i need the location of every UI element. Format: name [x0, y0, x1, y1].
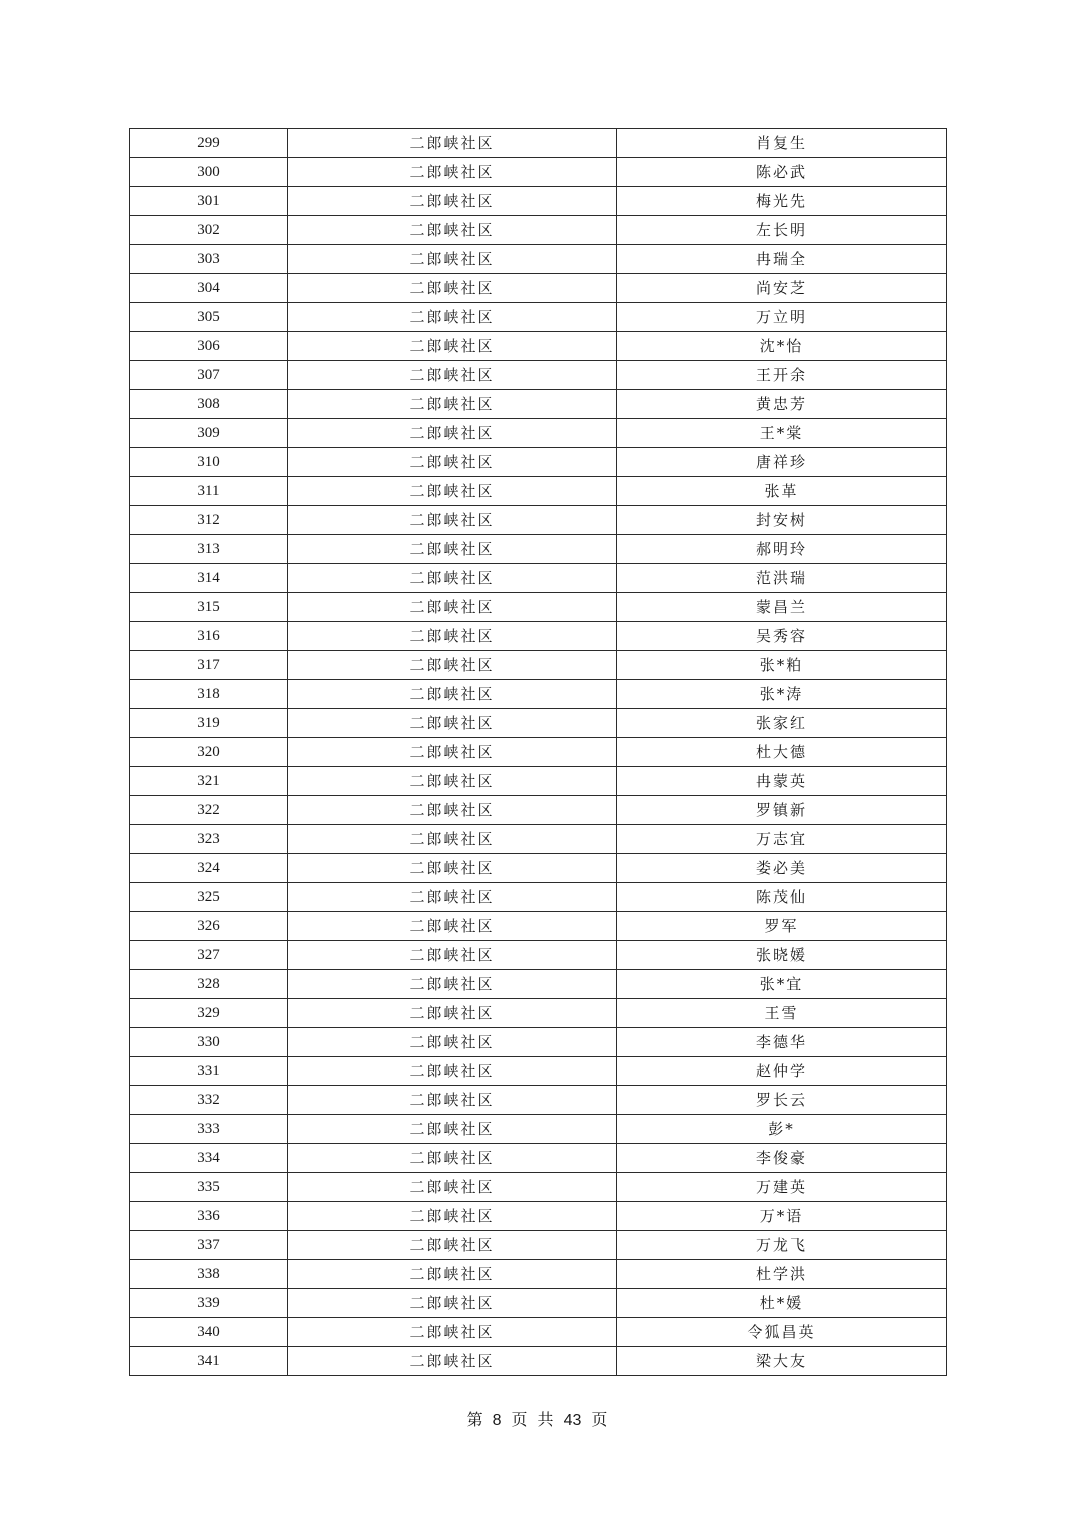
table-row — [130, 245, 947, 274]
row-number-cell: 300 — [130, 158, 288, 187]
community-cell: 二郎峡社区 — [288, 332, 617, 361]
table-row — [130, 767, 947, 796]
row-number-cell: 340 — [130, 1318, 288, 1347]
community-cell: 二郎峡社区 — [288, 564, 617, 593]
table-row — [130, 564, 947, 593]
community-cell: 二郎峡社区 — [288, 535, 617, 564]
footer-total-prefix: 共 — [537, 1410, 554, 1429]
community-cell: 二郎峡社区 — [288, 216, 617, 245]
row-number-cell: 341 — [130, 1347, 288, 1376]
community-cell: 二郎峡社区 — [288, 129, 617, 158]
table-row — [130, 332, 947, 361]
table-row — [130, 1115, 947, 1144]
row-number-cell: 331 — [130, 1057, 288, 1086]
person-name-cell: 彭* — [617, 1115, 947, 1144]
community-cell: 二郎峡社区 — [288, 1260, 617, 1289]
row-number-cell: 319 — [130, 709, 288, 738]
row-number-cell: 321 — [130, 767, 288, 796]
person-name-cell: 郝明玲 — [617, 535, 947, 564]
table-row — [130, 390, 947, 419]
person-name-cell: 陈必武 — [617, 158, 947, 187]
community-cell: 二郎峡社区 — [288, 1173, 617, 1202]
table-row — [130, 941, 947, 970]
table-row — [130, 680, 947, 709]
community-cell: 二郎峡社区 — [288, 1318, 617, 1347]
person-name-cell: 黄忠芳 — [617, 390, 947, 419]
person-name-cell: 杜学洪 — [617, 1260, 947, 1289]
person-name-cell: 李俊豪 — [617, 1144, 947, 1173]
person-name-cell: 梁大友 — [617, 1347, 947, 1376]
person-name-cell: 王开余 — [617, 361, 947, 390]
table-row — [130, 651, 947, 680]
community-cell: 二郎峡社区 — [288, 1086, 617, 1115]
row-number-cell: 333 — [130, 1115, 288, 1144]
table-row — [130, 506, 947, 535]
table-row — [130, 303, 947, 332]
community-cell: 二郎峡社区 — [288, 1115, 617, 1144]
row-number-cell: 306 — [130, 332, 288, 361]
person-name-cell: 王*棠 — [617, 419, 947, 448]
table-row — [130, 361, 947, 390]
community-cell: 二郎峡社区 — [288, 1231, 617, 1260]
table-row — [130, 535, 947, 564]
row-number-cell: 312 — [130, 506, 288, 535]
row-number-cell: 309 — [130, 419, 288, 448]
row-number-cell: 315 — [130, 593, 288, 622]
person-name-cell: 张晓媛 — [617, 941, 947, 970]
community-cell: 二郎峡社区 — [288, 825, 617, 854]
row-number-cell: 325 — [130, 883, 288, 912]
community-cell: 二郎峡社区 — [288, 361, 617, 390]
community-cell: 二郎峡社区 — [288, 187, 617, 216]
table-row — [130, 912, 947, 941]
row-number-cell: 303 — [130, 245, 288, 274]
footer-page-prefix: 第 — [466, 1410, 483, 1429]
row-number-cell: 310 — [130, 448, 288, 477]
community-cell: 二郎峡社区 — [288, 390, 617, 419]
table-row — [130, 1260, 947, 1289]
table-row — [130, 1086, 947, 1115]
community-cell: 二郎峡社区 — [288, 303, 617, 332]
person-name-cell: 唐祥珍 — [617, 448, 947, 477]
person-name-cell: 吴秀容 — [617, 622, 947, 651]
row-number-cell: 328 — [130, 970, 288, 999]
person-name-cell: 李德华 — [617, 1028, 947, 1057]
row-number-cell: 336 — [130, 1202, 288, 1231]
table-row — [130, 1231, 947, 1260]
community-cell: 二郎峡社区 — [288, 274, 617, 303]
row-number-cell: 305 — [130, 303, 288, 332]
table-row — [130, 1202, 947, 1231]
row-number-cell: 326 — [130, 912, 288, 941]
row-number-cell: 314 — [130, 564, 288, 593]
person-name-cell: 张*涛 — [617, 680, 947, 709]
table-row — [130, 622, 947, 651]
person-name-cell: 娄必美 — [617, 854, 947, 883]
person-name-cell: 王雪 — [617, 999, 947, 1028]
community-cell: 二郎峡社区 — [288, 158, 617, 187]
table-row — [130, 1028, 947, 1057]
community-cell: 二郎峡社区 — [288, 1028, 617, 1057]
roster-table — [129, 128, 947, 1376]
person-name-cell: 罗长云 — [617, 1086, 947, 1115]
table-row — [130, 419, 947, 448]
community-cell: 二郎峡社区 — [288, 680, 617, 709]
table-row — [130, 158, 947, 187]
community-cell: 二郎峡社区 — [288, 1144, 617, 1173]
community-cell: 二郎峡社区 — [288, 767, 617, 796]
person-name-cell: 杜*媛 — [617, 1289, 947, 1318]
person-name-cell: 封安树 — [617, 506, 947, 535]
footer-page-word: 页 — [511, 1410, 528, 1429]
row-number-cell: 327 — [130, 941, 288, 970]
row-number-cell: 337 — [130, 1231, 288, 1260]
community-cell: 二郎峡社区 — [288, 419, 617, 448]
community-cell: 二郎峡社区 — [288, 622, 617, 651]
table-row — [130, 448, 947, 477]
community-cell: 二郎峡社区 — [288, 999, 617, 1028]
person-name-cell: 罗镇新 — [617, 796, 947, 825]
person-name-cell: 陈茂仙 — [617, 883, 947, 912]
table-row — [130, 1173, 947, 1202]
footer-total-pages: 43 — [563, 1412, 582, 1429]
table-row — [130, 970, 947, 999]
page-footer — [0, 1408, 1074, 1433]
community-cell: 二郎峡社区 — [288, 1347, 617, 1376]
table-row — [130, 999, 947, 1028]
community-cell: 二郎峡社区 — [288, 1057, 617, 1086]
person-name-cell: 左长明 — [617, 216, 947, 245]
row-number-cell: 335 — [130, 1173, 288, 1202]
table-row — [130, 274, 947, 303]
row-number-cell: 317 — [130, 651, 288, 680]
row-number-cell: 316 — [130, 622, 288, 651]
row-number-cell: 299 — [130, 129, 288, 158]
community-cell: 二郎峡社区 — [288, 245, 617, 274]
table-row — [130, 825, 947, 854]
person-name-cell: 张家红 — [617, 709, 947, 738]
person-name-cell: 尚安芝 — [617, 274, 947, 303]
table-row — [130, 216, 947, 245]
row-number-cell: 301 — [130, 187, 288, 216]
row-number-cell: 330 — [130, 1028, 288, 1057]
person-name-cell: 张*宜 — [617, 970, 947, 999]
person-name-cell: 肖复生 — [617, 129, 947, 158]
person-name-cell: 张革 — [617, 477, 947, 506]
row-number-cell: 332 — [130, 1086, 288, 1115]
table-row — [130, 1318, 947, 1347]
community-cell: 二郎峡社区 — [288, 970, 617, 999]
row-number-cell: 302 — [130, 216, 288, 245]
person-name-cell: 罗军 — [617, 912, 947, 941]
row-number-cell: 324 — [130, 854, 288, 883]
table-row — [130, 854, 947, 883]
row-number-cell: 323 — [130, 825, 288, 854]
person-name-cell: 万*语 — [617, 1202, 947, 1231]
table-row — [130, 1289, 947, 1318]
table-row — [130, 187, 947, 216]
footer-current-page: 8 — [492, 1412, 502, 1429]
person-name-cell: 令狐昌英 — [617, 1318, 947, 1347]
community-cell: 二郎峡社区 — [288, 448, 617, 477]
table-row — [130, 1347, 947, 1376]
person-name-cell: 赵仲学 — [617, 1057, 947, 1086]
community-cell: 二郎峡社区 — [288, 1289, 617, 1318]
row-number-cell: 311 — [130, 477, 288, 506]
community-cell: 二郎峡社区 — [288, 912, 617, 941]
community-cell: 二郎峡社区 — [288, 709, 617, 738]
person-name-cell: 沈*怡 — [617, 332, 947, 361]
row-number-cell: 322 — [130, 796, 288, 825]
row-number-cell: 304 — [130, 274, 288, 303]
person-name-cell: 冉瑞全 — [617, 245, 947, 274]
community-cell: 二郎峡社区 — [288, 854, 617, 883]
row-number-cell: 318 — [130, 680, 288, 709]
row-number-cell: 313 — [130, 535, 288, 564]
row-number-cell: 339 — [130, 1289, 288, 1318]
community-cell: 二郎峡社区 — [288, 738, 617, 767]
row-number-cell: 329 — [130, 999, 288, 1028]
table-row — [130, 593, 947, 622]
person-name-cell: 万志宜 — [617, 825, 947, 854]
table-row — [130, 883, 947, 912]
community-cell: 二郎峡社区 — [288, 506, 617, 535]
row-number-cell: 338 — [130, 1260, 288, 1289]
table-row — [130, 1144, 947, 1173]
person-name-cell: 杜大德 — [617, 738, 947, 767]
person-name-cell: 蒙昌兰 — [617, 593, 947, 622]
community-cell: 二郎峡社区 — [288, 477, 617, 506]
community-cell: 二郎峡社区 — [288, 941, 617, 970]
row-number-cell: 334 — [130, 1144, 288, 1173]
person-name-cell: 万龙飞 — [617, 1231, 947, 1260]
table-row — [130, 1057, 947, 1086]
person-name-cell: 梅光先 — [617, 187, 947, 216]
community-cell: 二郎峡社区 — [288, 796, 617, 825]
table-row — [130, 477, 947, 506]
table-row — [130, 709, 947, 738]
table-row — [130, 738, 947, 767]
footer-total-suffix: 页 — [591, 1410, 608, 1429]
person-name-cell: 万建英 — [617, 1173, 947, 1202]
community-cell: 二郎峡社区 — [288, 651, 617, 680]
community-cell: 二郎峡社区 — [288, 883, 617, 912]
community-cell: 二郎峡社区 — [288, 593, 617, 622]
person-name-cell: 万立明 — [617, 303, 947, 332]
person-name-cell: 冉蒙英 — [617, 767, 947, 796]
person-name-cell: 张*粕 — [617, 651, 947, 680]
row-number-cell: 320 — [130, 738, 288, 767]
row-number-cell: 307 — [130, 361, 288, 390]
person-name-cell: 范洪瑞 — [617, 564, 947, 593]
table-row — [130, 129, 947, 158]
community-cell: 二郎峡社区 — [288, 1202, 617, 1231]
table-row — [130, 796, 947, 825]
row-number-cell: 308 — [130, 390, 288, 419]
roster-table-body — [130, 129, 947, 1376]
